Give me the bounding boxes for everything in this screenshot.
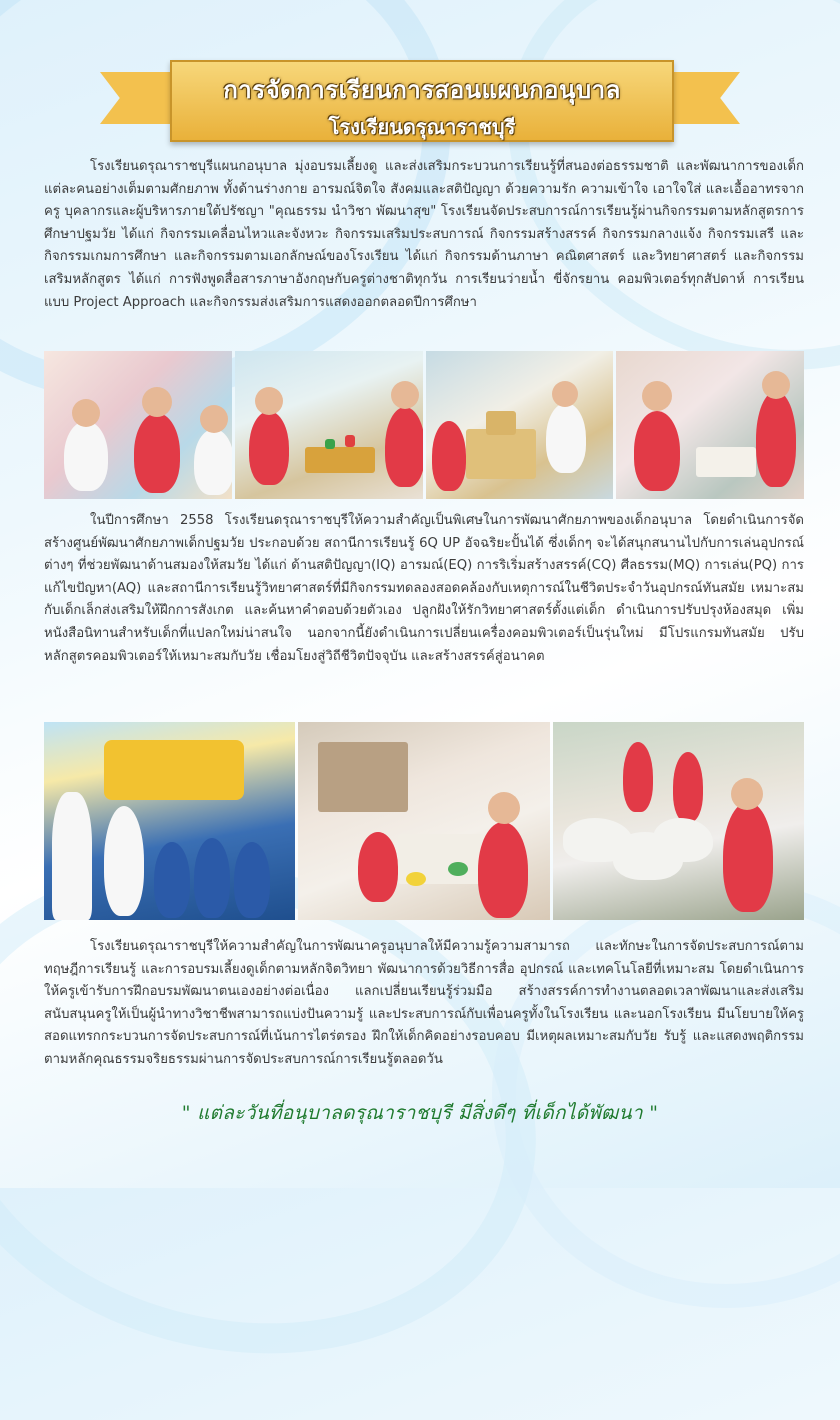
photo-kids-with-goats [553,722,804,920]
development-center-paragraph: ในปีการศึกษา 2558 โรงเรียนดรุณาราชบุรีให้ความสำคัญเป็นพิเศษในการพัฒนาศักยภาพของเด็กอนุบาล โดยดำเนินการจัดสร้างศูนย์พัฒนาศักยภาพเด็กปฐมวัย ประกอบด้วย สถานีการเรียนรู้ 6Q UP อัจฉริยะปั้นได้ ซึ่งเด็กๆ จะได้สนุกสนานไปกับการเล่นอุปกรณ์ต่างๆ ที่ช่วยพัฒนาด้านสมองให้สมวัย ได้แก่ ด้านสติปัญญา(IQ) อารมณ์(EQ) การริเริ่มสร้างสรรค์(CQ) ศีลธรรม(MQ) การเล่น(PQ) การแก้ไขปัญหา(AQ) และสถานีการเรียนรู้วิทยาศาสตร์ที่มีกิจกรรมทดลองสอดคล้องกับเหตุการณ์ในชีวิตประจำวันอุปกรณ์ทันสมัย เหมาะสมกับเด็กเล็กส่งเสริมให้ฝึกการสังเกต และค้นหาคำตอบด้วยตัวเอง ปลูกฝังให้รักวิทยาศาสตร์ตั้งแต่เด็ก ดำเนินการปรับปรุงห้องสมุด เพิ่มหนังสือนิทานสำหรับเด็กที่แปลกใหม่น่าสนใจ นอกจากนี้ยังดำเนินการเปลี่ยนเครื่องคอมพิวเตอร์เป็นรุ่นใหม่ มีโปรแกรมทันสมัย ปรับหลักสูตรคอมพิวเตอร์ให้เหมาะสมกับวัย เชื่อมโยงสู่วิถีชีวิตปัจจุบัน และสร้างสรรค์สู่อนาคต [44,513,804,664]
photo-kids-building-blocks [235,351,423,499]
photo-strip-events [44,722,804,920]
photo-kids-costumes [44,351,232,499]
photo-classroom-craft [298,722,549,920]
page-title: การจัดการเรียนการสอนแผนกอนุบาล [223,76,621,104]
school-name: โรงเรียนดรุณาราชบุรี [328,115,516,139]
title-ribbon-banner [100,60,740,150]
ribbon-main [170,60,674,142]
teacher-development-paragraph: โรงเรียนดรุณาราชบุรีให้ความสำคัญในการพัฒนาครูอนุบาลให้มีความรู้ความสามารถ และทักษะในการจัดประสบการณ์ตามทฤษฎีการเรียนรู้ และการอบรมเลี้ยงดูเด็กตามหลักจิตวิทยา พัฒนาการด้วยวิธีการสื่อ อุปกรณ์ และเทคโนโลยีที่เหมาะสม โดยดำเนินการให้ครูเข้ารับการฝึกอบรมพัฒนาตนเองอย่างต่อเนื่อง แลกเปลี่ยนเรียนรู้ร่วมมือ สร้างสรรค์การทำงานตลอดเวลาพัฒนาและส่งเสริมสนับสนุนครูให้เป็นผู้นำทางวิชาชีพสามารถแบ่งปันความรู้ และประสบการณ์กับเพื่อนครูทั้งในโรงเรียน และนอกโรงเรียน มีนโยบายให้ครูสอดแทรกกระบวนการจัดประสบการณ์ที่เน้นการไตร่ตรอง ฝึกให้เด็กคิดอย่างรอบคอบ มีเหตุผลเหมาะสมกับวัย รับรู้ และแสดงพฤติกรรมตามหลักคุณธรรมจริยธรรมผ่านการจัดประสบการณ์การเรียนรู้ตลอดวัน [44,939,804,1067]
school-motto: " แต่ละวันที่อนุบาลดรุณาราชบุรี มีสิ่งดีๆ ที่เด็กได้พัฒนา " [181,1102,659,1124]
photo-strip-activities [44,351,804,499]
photo-performance-stage [44,722,295,920]
intro-paragraph: โรงเรียนดรุณาราชบุรีแผนกอนุบาล มุ่งอบรมเลี้ยงดู และส่งเสริมกระบวนการเรียนรู้ที่สนองต่อธรรมชาติ และพัฒนาการของเด็กแต่ละคนอย่างเต็มตามศักยภาพ ทั้งด้านร่างกาย อารมณ์จิตใจ สังคมและสติปัญญา ด้วยความรัก ความเข้าใจ เอาใจใส่ และเอื้ออาทรจากครู บุคลากรและผู้บริหารภายใต้ปรัชญา "คุณธรรม นำวิชา พัฒนาสุข" โรงเรียนจัดประสบการณ์การเรียนรู้ผ่านกิจกรรมตามหลักสูตรการศึกษาปฐมวัย ได้แก่ กิจกรรมเคลื่อนไหวและจังหวะ กิจกรรมเสริมประสบการณ์ กิจกรรมสร้างสรรค์ กิจกรรมกลางแจ้ง กิจกรรมเสรี และกิจกรรมเกมการศึกษา และกิจกรรมตามเอกลักษณ์ของโรงเรียน ได้แก่ กิจกรรมด้านภาษา คณิตศาสตร์ และวิทยาศาสตร์ และกิจกรรมเสริมหลักสูตร ได้แก่ การฟังพูดสื่อสารภาษาอังกฤษกับครูต่างชาติทุกวัน การเรียนว่ายน้ำ ขี่จักรยาน คอมพิวเตอร์ทุกสัปดาห์ การเรียนแบบ Project Approach และกิจกรรมส่งเสริมการแสดงออกตลอดปีการศึกษา [44,159,804,310]
photo-kids-table-game [616,351,804,499]
photo-kids-wooden-blocks [426,351,614,499]
